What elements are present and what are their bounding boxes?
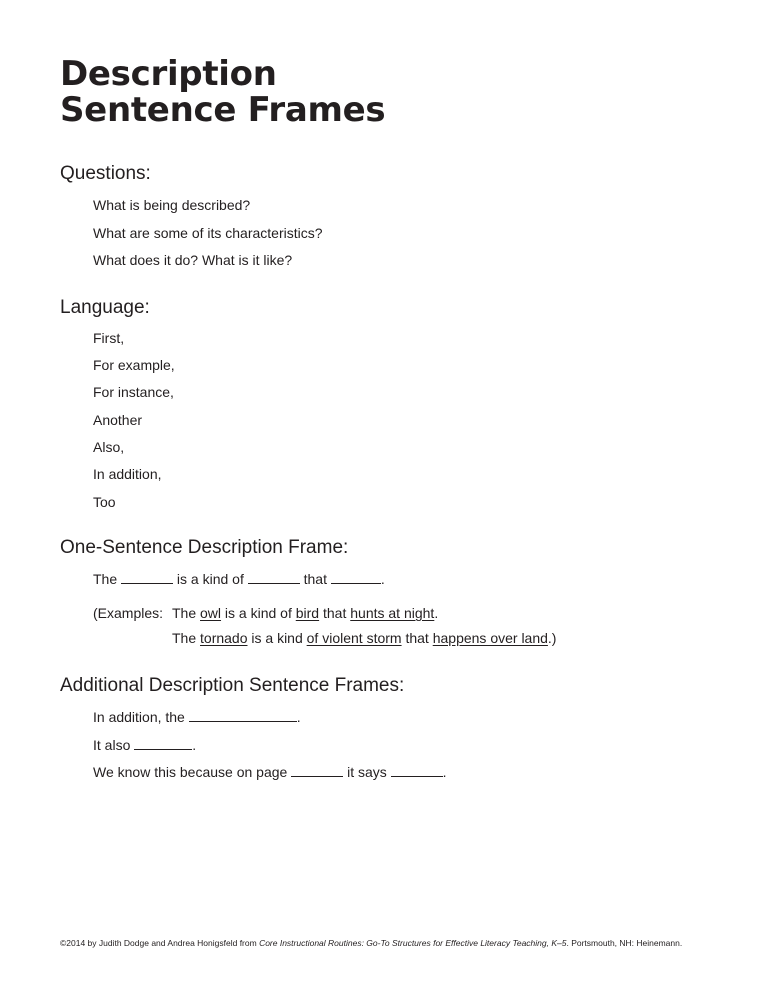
example-2 (172, 630, 556, 646)
language-item: For example, (93, 357, 175, 373)
example-underlined: happens over land (432, 630, 548, 646)
frame-word: . (296, 709, 301, 725)
language-item: Another (93, 412, 143, 428)
example-word: .) (547, 630, 557, 646)
example-underlined: tornado (200, 630, 248, 646)
fill-blank (391, 764, 443, 777)
question-item: What does it do? What is it like? (93, 252, 293, 268)
one-sentence-frame (93, 571, 385, 587)
language-heading: Language: (60, 297, 150, 318)
fill-blank (248, 571, 300, 584)
frame-word: In addition, the (93, 709, 185, 725)
example-underlined: of violent storm (306, 630, 402, 646)
examples-label: (Examples: (93, 605, 164, 621)
footer-book-title: Core Instructional Routines: Go-To Structures for Effective Literacy Teaching, K–5 (259, 938, 567, 948)
frame-word: It also (93, 737, 131, 753)
frame-word: that (303, 571, 327, 587)
frame-word: it says (347, 764, 387, 780)
fill-blank (189, 709, 297, 722)
question-item: What are some of its characteristics? (93, 225, 323, 241)
frame-word: . (192, 737, 197, 753)
example-word: that (323, 605, 347, 621)
frame-word: . (380, 571, 385, 587)
language-item: Also, (93, 439, 125, 455)
fill-blank (121, 571, 173, 584)
example-word: that (405, 630, 429, 646)
frame-word: . (442, 764, 447, 780)
one-sentence-heading: One-Sentence Description Frame: (60, 537, 349, 558)
example-word: is a kind of (224, 605, 292, 621)
page-title (60, 56, 385, 128)
fill-blank (134, 737, 192, 750)
language-item: Too (93, 494, 116, 510)
frame-word: is a kind of (176, 571, 244, 587)
footer-text: . Portsmouth, NH: Heinemann. (566, 938, 683, 948)
example-word: The (172, 605, 197, 621)
example-underlined: bird (295, 605, 320, 621)
frame-word: The (93, 571, 118, 587)
additional-frame-1 (93, 709, 301, 725)
copyright-footer (60, 938, 720, 948)
example-word: The (172, 630, 197, 646)
example-1 (172, 605, 438, 621)
fill-blank (331, 571, 381, 584)
additional-heading: Additional Description Sentence Frames: (60, 675, 405, 696)
additional-frame-3 (93, 764, 447, 780)
language-item: In addition, (93, 466, 162, 482)
language-item: For instance, (93, 384, 174, 400)
question-item: What is being described? (93, 197, 251, 213)
additional-frame-2 (93, 737, 196, 753)
title-line-2: Sentence Frames (60, 90, 386, 130)
example-word: is a kind (251, 630, 303, 646)
title-line-1: Description (60, 54, 277, 94)
frame-word: We know this because on page (93, 764, 288, 780)
questions-heading: Questions: (60, 163, 151, 184)
example-underlined: owl (200, 605, 222, 621)
example-underlined: hunts at night (350, 605, 435, 621)
example-word: . (434, 605, 439, 621)
language-item: First, (93, 330, 125, 346)
fill-blank (291, 764, 343, 777)
footer-text: ©2014 by Judith Dodge and Andrea Honigsfeld from (60, 938, 260, 948)
